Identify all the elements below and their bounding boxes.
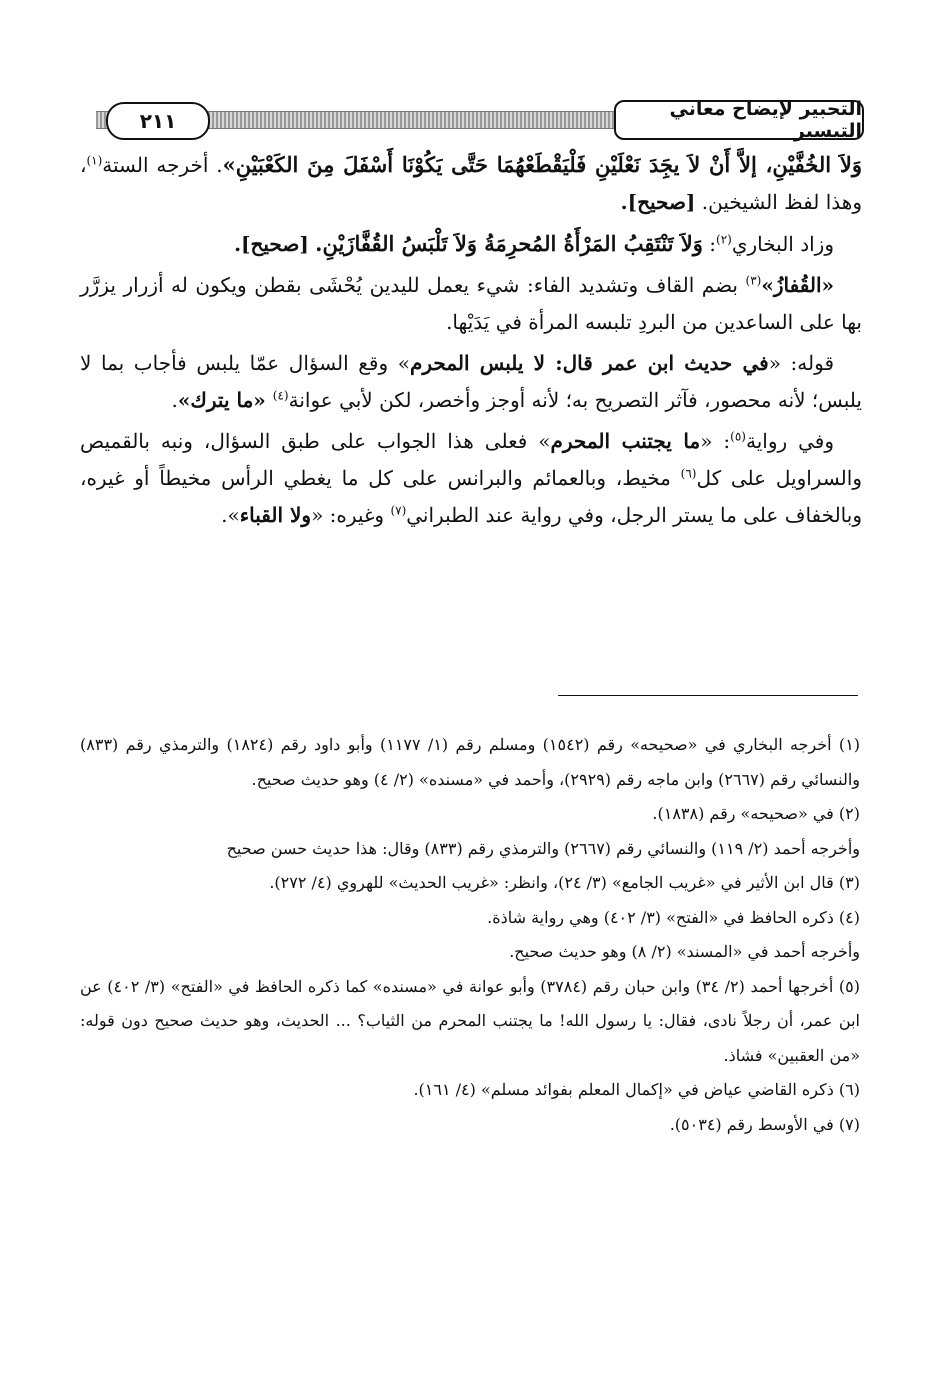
footnote: (١) أخرجه البخاري في «صحيحه» رقم (١٥٤٢) ومسلم رقم (١/ ١١٧٧) وأبو داود رقم (١٨٢٤) والترمذي رقم (٨٣٣) والنسائي رقم (٢٦٦٧) وابن ماجه رقم (٢٩٢٩)، وأحمد في «مسنده» (٢/ ٤) وهو حديث صحيح. (80, 735, 861, 789)
text: : « (700, 429, 731, 453)
footnote: وأخرجه أحمد في «المسند» (٢/ ٨) وهو حديث صحيح. (509, 942, 860, 961)
footnote: (٦) ذكره القاضي عياض في «إكمال المعلم بفوائد مسلم» (٤/ ١٦١). (413, 1080, 860, 1099)
footnote: (٥) أخرجها أحمد (٢/ ٣٤) وابن حبان رقم (٣٧٨٤) وأبو عوانة في «مسنده» كما ذكره الحافظ في «الفتح» (٣/ ٤٠٢) عن ابن عمر، أن رجلاً نادى، فقال: يا رسول الله! ما يجتنب المحرم من الثياب؟ ... الحديث، وهو حديث صحيح دون قوله: «من العقبين» فشاذ. (80, 976, 860, 1065)
footnote: وأخرجه أحمد (٢/ ١١٩) والنسائي رقم (٢٦٦٧) والترمذي رقم (٨٣٣) وقال: هذا حديث حسن صحيح (226, 838, 860, 858)
footnote: (٣) قال ابن الأثير في «غريب الجامع» (٣/ ٢٤)، وانظر: «غريب الحديث» للهروي (٤/ ٢٧٢). (269, 873, 860, 892)
footnote-ref: (٧) (390, 503, 407, 518)
text: : (702, 232, 717, 256)
footnote-ref: (٣) (745, 273, 762, 288)
footnote: (٧) في الأوسط رقم (٥٠٣٤). (669, 1114, 860, 1134)
hadith-text: وَلاَ تَنْتَقِبُ المَرْأَةُ المُحرِمَةُ وَلاَ تَلْبَسُ القُفَّازَيْنِ. (315, 231, 703, 256)
text: مخيط، وبالعمائم والبرانس على كل ما يغطي الرأس مخيطاً أو غيره، وبالخفاف على ما يستر الرجل، وفي رواية عند الطبراني (80, 466, 862, 527)
footnote-ref: (٥) (730, 429, 746, 444)
text: وزاد البخاري (731, 232, 834, 256)
defined-term: «القُفازُ» (761, 273, 834, 297)
text: . أخرجه الستة (102, 153, 223, 177)
hadith-grade: [صحيح]. (620, 190, 696, 214)
quoted-text: في حديث ابن عمر قال: لا يلبس المحرم (409, 351, 769, 375)
footnote-ref: (٤) (272, 388, 289, 403)
paragraph (80, 225, 862, 263)
footnote-ref: (١) (86, 153, 103, 168)
hadith-grade: [صحيح]. (234, 232, 309, 256)
page-number: ٢١١ (106, 102, 210, 140)
paragraph (80, 423, 862, 534)
paragraph (80, 345, 862, 419)
main-text (80, 146, 862, 538)
text: » وقع السؤال عمّا يلبس فأجاب بما لا يلبس؛ لأنه محصور، فآثر التصريح به؛ لأنه أوجز وأخصر، لكن لأبي عوانة (80, 351, 862, 412)
quoted-text: ما يجتنب المحرم (550, 429, 701, 453)
text: ، وهذا لفظ الشيخين. (80, 153, 862, 214)
text: » فعلى هذا الجواب على طبق السؤال، ونبه بالقميص والسراويل على كل (80, 429, 862, 490)
footnote-ref: (٦) (680, 466, 697, 481)
footnote-separator (558, 695, 858, 696)
paragraph (80, 267, 862, 341)
text: . (171, 388, 178, 412)
text: ». (221, 503, 240, 527)
paragraph (80, 146, 862, 221)
book-title: التحبير لإيضاح معاني التيسير (614, 100, 864, 140)
footnotes (80, 728, 860, 1142)
text: وغيره: « (311, 503, 391, 527)
quoted-text: «ما يترك» (177, 388, 273, 412)
quoted-text: ولا القباء (239, 503, 312, 527)
running-header (96, 100, 864, 142)
footnote: (٢) في «صحيحه» رقم (١٨٣٨). (652, 804, 860, 823)
footnote-ref: (٢) (716, 232, 732, 247)
hadith-text: وَلاَ الخُفَّيْنِ، إلاَّ أَنْ لاَ يجَِدَ نَعْلَيْنِ فَلْيَقْطَعْهُمَا حَتَّى يَكُوْنَا أَسْفَلَ مِنَ الكَعْبَيْنِ» (222, 152, 862, 177)
text: قوله: « (768, 351, 835, 375)
text: وفي رواية (745, 429, 834, 453)
footnote: (٤) ذكره الحافظ في «الفتح» (٣/ ٤٠٢) وهي رواية شاذة. (487, 907, 860, 927)
text: بضم القاف وتشديد الفاء: شيء يعمل لليدين يُحْشَى بقطن ويكون له أزرار يزرَّر بها على الساعدين من البردِ تلبسه المرأة في يَدَيْها. (80, 273, 862, 334)
